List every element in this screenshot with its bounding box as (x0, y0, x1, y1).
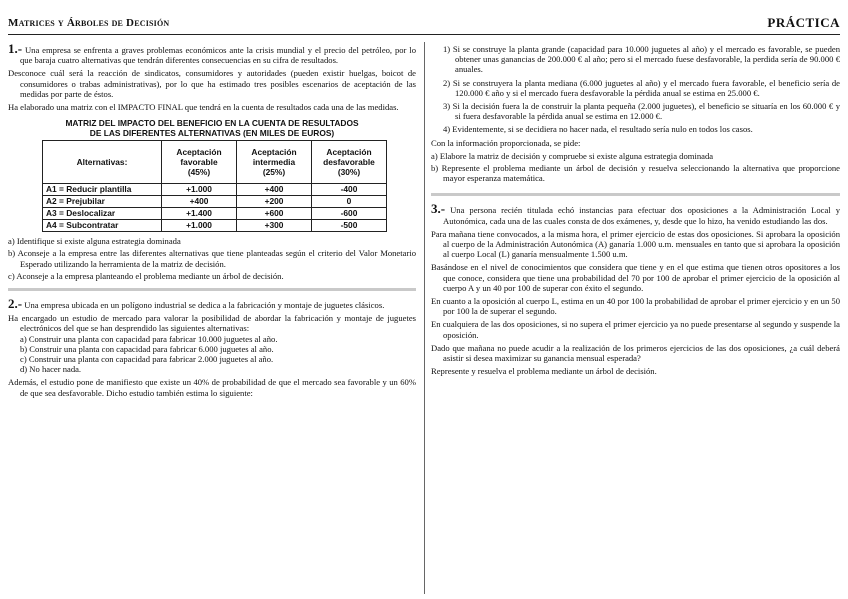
ex2-text-1: Una empresa ubicada en un polígono industrial se dedica a la fabricación y montaje de juguetes clásicos. (22, 300, 385, 311)
cell-value: +600 (237, 208, 312, 220)
ex1-text-3: Ha elaborado una matriz con el IMPACTO FINAL que tendrá en la cuenta de resultados cada una de las medidas. (8, 102, 399, 113)
ex2-result-2: 2) Si se construyera la planta mediana (6.000 juguetes al año) y el mercado fuera favorable, el beneficio sería de 120.000 € año y si el mercado fuera desfavorable la pérdida anual se estima en 25.000 €. (443, 77, 840, 98)
ex2-result-1: 1) Si se construye la planta grande (capacidad para 10.000 juguetes al año) y el mercado es favorable, se pueden obtener unas ganancias de 200.000 € al año; pero si el mercado fuese desfavorable, la perdida sería de 90.000 € anuales. (443, 44, 840, 75)
ex2-text-2: Ha encargado un estudio de mercado para valorar la posibilidad de abordar la fabricación y montaje de juguetes electrónicos del que se han desprendido las siguientes alternativas: (8, 313, 416, 334)
matrix-title-line-2: DE LAS DIFERENTES ALTERNATIVAS (EN MILES DE EUROS) (89, 128, 335, 139)
header-alternatives: Alternativas: (43, 141, 162, 184)
header-unfavorable-l2: desfavorable (323, 157, 375, 168)
decision-matrix-table (42, 140, 387, 232)
right-column (431, 44, 840, 379)
ex2-question-b: b) Represente el problema mediante un árbol de decisión y resuelva seleccionando la alternativa que proporcione mayor esperanza matemática. (431, 163, 840, 184)
cell-value: -400 (312, 184, 387, 196)
ex2-option-d: d) No hacer nada. (20, 364, 82, 375)
header-unfavorable-l1: Aceptación (326, 147, 372, 158)
cell-value: 0 (312, 196, 387, 208)
ex1-question-a: a) Identifique si existe alguna estrategia dominada (8, 236, 181, 247)
ex3-intro (431, 201, 840, 226)
header-intermediate (237, 141, 312, 184)
cell-value: +1.000 (162, 184, 237, 196)
cell-value: -500 (312, 220, 387, 232)
table-row (43, 208, 387, 220)
ex2-text-4: Con la información proporcionada, se pide: (431, 137, 581, 148)
header-favorable-l2: favorable (180, 157, 218, 168)
header-unfavorable (312, 141, 387, 184)
ex3-text-7: Represente y resuelva el problema mediante un árbol de decisión. (431, 366, 657, 377)
cell-value: +1.000 (162, 220, 237, 232)
page-header (8, 16, 840, 35)
table-header-row (43, 141, 387, 184)
section-separator (431, 193, 840, 196)
cell-value: +1.400 (162, 208, 237, 220)
cell-value: +300 (237, 220, 312, 232)
cell-value: -600 (312, 208, 387, 220)
ex1-number: 1.- (8, 41, 23, 56)
header-favorable-l1: Aceptación (176, 147, 222, 158)
cell-alternative: A3 = Deslocalizar (43, 208, 162, 220)
cell-value: +400 (237, 184, 312, 196)
ex2-result-3: 3) Si la decisión fuera la de construir la planta pequeña (2.000 juguetes), el beneficio se situaría en los 60.000 € y si fuera desfavorable la pérdida anual se estima en 12.000 €. (443, 101, 840, 122)
ex3-text-6: Dado que mañana no puede acudir a la realización de los primeros ejercicios de las dos oposiciones, ¿a cuál deberá asistir si desea maximizar su ganancia mensual esperada? (431, 342, 840, 364)
ex3-text-3: Basándose en el nivel de conocimientos que considera que tiene y en el que estima que tienen otros opositores a los que conoce, considera que tiene una probabilidad del 70 por 100 de aprobar el primer ejercicio de la oposición al cuerpo A y un 40 por 100 de superar con éxito el segundo. (431, 262, 840, 293)
ex2-option-c: c) Construir una planta con capacidad para fabricar 2.000 juguetes al año. (20, 354, 274, 365)
ex3-text-5: En cualquiera de las dos oposiciones, si no supera el primer ejercicio ya no puede presentarse al segundo y suspende la oposición. (431, 319, 840, 340)
left-column (8, 41, 416, 401)
header-unfavorable-l3: (30%) (337, 167, 361, 178)
header-favorable-l3: (45%) (187, 167, 211, 178)
ex3-text-1: Una persona recién titulada echó instancias para efectuar dos oposiciones a la Administración Local y Autonómica, cada una de las cuales consta de dos exámenes, y, desde que lo hizo, ha venido estudiando las dos. (443, 205, 840, 226)
header-favorable (162, 141, 237, 184)
matrix-title (8, 118, 416, 138)
ex2-option-a: a) Construir una planta con capacidad para fabricar 10.000 juguetes al año. (20, 333, 278, 344)
cell-value: +400 (162, 196, 237, 208)
ex2-result-4: 4) Evidentemente, si se decidiera no hacer nada, el resultado sería nulo en todos los casos. (443, 124, 753, 135)
matrix-title-line-1: MATRIZ DEL IMPACTO DEL BENEFICIO EN LA CUENTA DE RESULTADOS (65, 118, 359, 129)
header-intermediate-l2: intermedia (252, 157, 296, 168)
cell-alternative: A1 = Reducir plantilla (43, 184, 162, 196)
cell-alternative: A4 = Subcontratar (43, 220, 162, 232)
header-title: Matrices y Árboles de Decisión (8, 17, 170, 29)
ex2-text-3: Además, el estudio pone de manifiesto que existe un 40% de probabilidad de que el mercado sea favorable y un 60% de que sea desfavorable. Dicho estudio también estima lo siguiente: (8, 377, 416, 398)
ex2-intro (8, 296, 416, 312)
table-row (43, 196, 387, 208)
ex3-text-4: En cuanto a la oposición al cuerpo L, estima en un 40 por 100 la probabilidad de aprobar el primer ejercicio y en un 50 por 100 la de superar el segundo. (431, 296, 840, 317)
header-intermediate-l1: Aceptación (251, 147, 297, 158)
ex1-question-c: c) Aconseje a la empresa planteando el problema mediante un árbol de decisión. (8, 270, 284, 281)
header-label: PRÁCTICA (767, 15, 840, 30)
ex1-question-b: b) Aconseje a la empresa entre las diferentes alternativas que tiene planteadas según el criterio del Valor Monetario Esperado utilizando la herramienta de la matriz de decisión. (8, 248, 416, 269)
ex1-text-1: Una empresa se enfrenta a graves problemas económicos ante la crisis mundial y el precio del petróleo, por lo que baraja cuatro alternativas que tendrán diferentes consecuencias en su cifra de resultados. (20, 45, 416, 66)
ex2-question-a: a) Elabore la matriz de decisión y compruebe si existe alguna estrategia dominada (431, 150, 714, 161)
ex3-text-2: Para mañana tiene convocados, a la misma hora, el primer ejercicio de estas dos oposiciones. Si aprobara la oposición al cuerpo de la Administración Autonómica (A) ganaría 1.000 u.m. mensuales en tanto que si aprobara la oposición al cuerpo Local (L) ganaría mensualmente 1.500 u.m. (431, 228, 840, 260)
ex2-option-b: b) Construir una planta con capacidad para fabricar 6.000 juguetes al año. (20, 343, 274, 354)
ex2-number: 2.- (8, 296, 23, 312)
cell-alternative: A2 = Prejubilar (43, 196, 162, 208)
ex3-number: 3.- (431, 201, 446, 217)
header-intermediate-l3: (25%) (262, 167, 286, 178)
column-divider (424, 42, 425, 594)
cell-value: +200 (237, 196, 312, 208)
section-separator (8, 288, 416, 291)
table-row (43, 220, 387, 232)
ex1-text-2: Desconoce cuál será la reacción de sindicatos, consumidores y autoridades (pueden existir huelgas, boicot de consumidores o trabas administrativas), por lo que ha estimado tres posibles escenarios de aceptación de las medidas por parte de éstos. (8, 68, 416, 99)
ex1-intro (8, 41, 416, 66)
table-row (43, 184, 387, 196)
